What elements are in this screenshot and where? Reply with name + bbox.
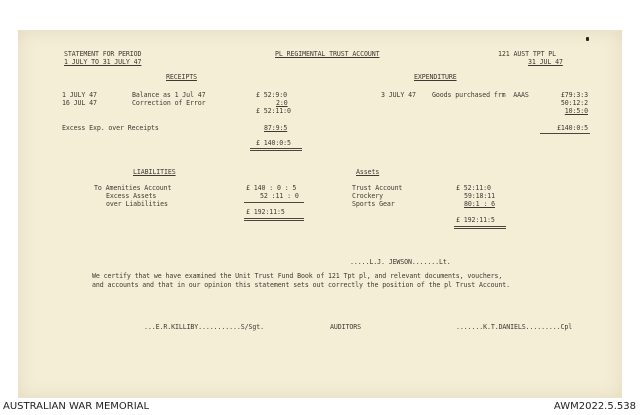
- expenditure-date: 3 JULY 47: [381, 91, 416, 99]
- ink-mark: [586, 37, 589, 41]
- auditor-signature-right: .......K.T.DANIELS.........Cpl: [456, 323, 573, 331]
- receipt-date-2: 16 JUL 47: [62, 99, 97, 107]
- unit-name: 121 AUST TPT PL: [498, 50, 557, 58]
- archive-reference: AWM2022.5.538: [553, 401, 636, 412]
- assets-total: £ 192:11:5: [456, 216, 495, 224]
- expenditure-desc: Goods purchased frm AAAS: [432, 91, 529, 99]
- asset-label-1: Trust Account: [352, 184, 403, 192]
- liability-label-1: To Amenities Account: [94, 184, 172, 192]
- liability-label-2: Excess Assets: [106, 192, 157, 200]
- receipt-desc-1: Balance as 1 Jul 47: [132, 91, 206, 99]
- expenditure-total-rule: [540, 133, 590, 134]
- receipt-subtotal: £ 52:11:0: [256, 107, 291, 115]
- receipts-heading: RECEIPTS: [166, 73, 197, 81]
- certification-line-1: We certify that we have examined the Unit Trust Fund Book of 121 Tpt pl, and relevant documents, vouchers,: [92, 272, 503, 280]
- assets-heading: Assets: [356, 168, 380, 176]
- receipts-total-rule: [250, 148, 302, 149]
- liability-amount-1: £ 140 : 0 : 5: [246, 184, 297, 192]
- period-dates: 1 JULY TO 31 JULY 47: [64, 58, 142, 66]
- liabilities-total-rule: [244, 218, 304, 219]
- asset-amount-2: 59:18:11: [464, 192, 495, 200]
- receipt-amount-2: 2:0: [276, 99, 288, 107]
- asset-label-3: Sports Gear: [352, 200, 395, 208]
- expenditure-heading: EXPENDITURE: [414, 73, 457, 81]
- statement-date: 31 JUL 47: [528, 58, 563, 66]
- liability-label-3: over Liabilities: [106, 200, 168, 208]
- archive-footer: [0, 398, 640, 415]
- expenditure-total: £140:0:5: [557, 124, 588, 132]
- receipts-total-rule-double: [250, 150, 302, 151]
- excess-label: Excess Exp. over Receipts: [62, 124, 159, 132]
- receipt-amount-1: £ 52:9:0: [256, 91, 287, 99]
- liabilities-heading: LIABILITIES: [133, 168, 176, 176]
- expenditure-amount-1: £79:3:3: [560, 91, 588, 99]
- receipt-date-1: 1 JULY 47: [62, 91, 97, 99]
- assets-total-rule: [454, 226, 506, 227]
- officer-signature: .....L.J. JEWSON.......Lt.: [350, 258, 451, 266]
- auditors-label: AUDITORS: [330, 323, 361, 331]
- document-title: PL REGIMENTAL TRUST ACCOUNT: [275, 50, 380, 58]
- assets-total-rule-double: [454, 228, 506, 229]
- asset-label-2: Crockery: [352, 192, 383, 200]
- expenditure-amount-2: 50:12:2: [560, 99, 588, 107]
- certification-line-2: and accounts and that in our opinion this statement sets out correctly the position of the pl Trust Account.: [92, 281, 510, 289]
- liabilities-total-rule-double: [244, 220, 304, 221]
- asset-amount-3: 80:1 : 6: [464, 200, 495, 208]
- auditor-signature-left: ...E.R.KILLIBY...........S/Sgt.: [144, 323, 264, 331]
- receipts-total: £ 140:0:5: [256, 139, 291, 147]
- liabilities-rule: [244, 202, 304, 203]
- asset-amount-1: £ 52:11:0: [456, 184, 491, 192]
- excess-amount: 87:9:5: [264, 124, 288, 132]
- period-label: STATEMENT FOR PERIOD: [64, 50, 142, 58]
- receipt-desc-2: Correction of Error: [132, 99, 206, 107]
- archive-name: AUSTRALIAN WAR MEMORIAL: [3, 401, 150, 412]
- liability-amount-2: 52 :11 : 0: [260, 192, 299, 200]
- expenditure-amount-3: 10:5:0: [564, 107, 588, 115]
- liabilities-total: £ 192:11:5: [246, 208, 285, 216]
